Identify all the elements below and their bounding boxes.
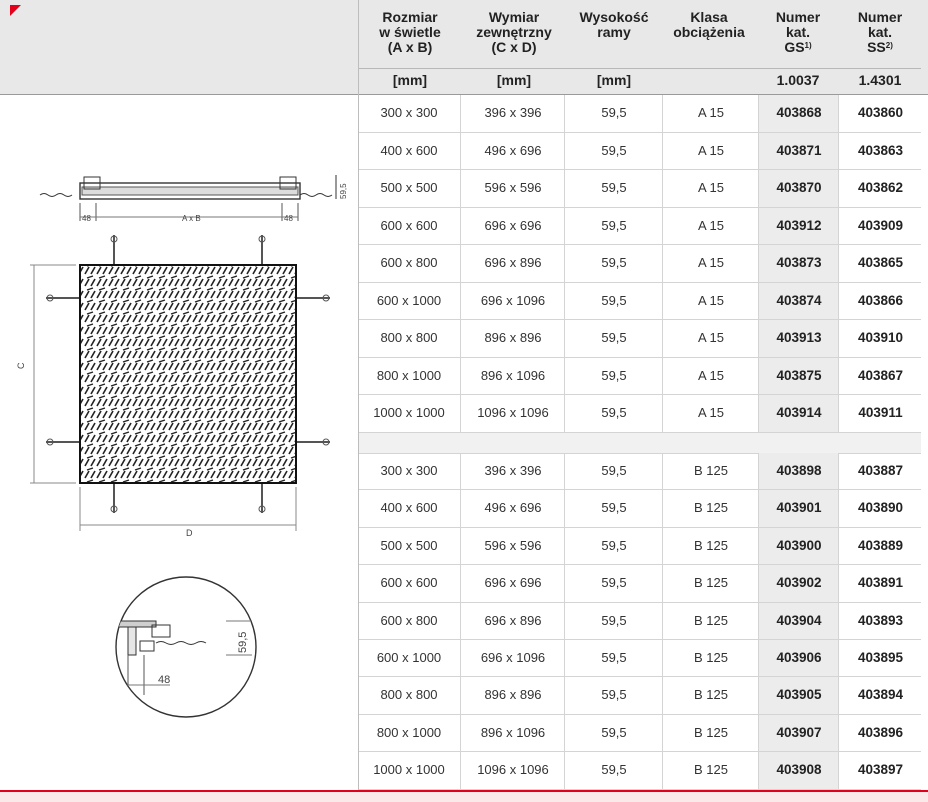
cell-frame-height: 59,5 [564,395,663,432]
table-row [358,283,921,321]
header-gs-number [758,10,838,55]
header-load-line2: obciążenia [673,24,745,40]
header-gs-footnote: 1) [804,41,812,50]
cell-outer: 1096 x 1096 [460,395,565,432]
header-size [360,10,460,55]
header-size-line2: w świetle [379,24,441,40]
cell-size: 600 x 600 [380,575,438,591]
cell-ss-number: 403894 [838,677,922,713]
cell-ss-number: 403911 [838,395,922,432]
cell-gs-number: 403900 [758,528,839,564]
cell-ss-number: 403867 [838,358,922,395]
cell-frame-height: 59,5 [564,320,663,357]
header-gs-line3 [758,40,838,55]
cell-outer: 896 x 1096 [460,715,565,751]
cell-gs-number: 403904 [758,603,839,639]
header-size-line1: Rozmiar [382,9,438,25]
cell-ss-number: 403865 [838,245,922,282]
header-ss-line2: kat. [867,24,893,40]
cell-frame-height: 59,5 [564,528,663,564]
cell-gs-number: 403868 [758,95,839,132]
cell-frame-height: 59,5 [564,603,663,639]
drawing-svg [0,95,358,790]
cell-gs-number: 403912 [758,208,839,245]
header-gs-label: GS [784,39,805,55]
cell-load-class: A 15 [662,170,759,207]
cell-gs-number: 403898 [758,453,839,489]
cell-frame-height: 59,5 [564,640,663,676]
table-row [358,565,921,602]
detail-dim-side: 48 [158,674,171,686]
cell-gs-number: 403906 [758,640,839,676]
cell-gs-number: 403875 [758,358,839,395]
cell-frame-height: 59,5 [564,752,663,788]
cell-frame-height: 59,5 [564,565,663,601]
cell-load-class: A 15 [662,395,759,432]
header-outer [462,10,566,55]
cell-outer: 696 x 1096 [460,283,565,320]
cell-gs-number: 403870 [758,170,839,207]
cell-ss-number: 403889 [838,528,922,564]
cell-outer: 396 x 396 [460,95,565,132]
cell-size: 800 x 1000 [376,724,442,740]
cell-gs-number: 403871 [758,133,839,170]
cell-ss-number: 403897 [838,752,922,788]
dim-ab: A x B [182,214,201,223]
cell-load-class: B 125 [662,715,759,751]
table-row [358,715,921,752]
cell-load-class: A 15 [662,133,759,170]
dim-height: 59,5 [339,183,348,199]
top-view [30,235,330,531]
table-row [358,358,921,396]
header-ss-line1: Numer [857,9,903,25]
cell-outer: 396 x 396 [460,453,565,489]
table-row [358,752,921,789]
header-ss-number [838,10,922,55]
cell-outer: 896 x 896 [460,677,565,713]
cell-outer: 696 x 896 [460,603,565,639]
cell-gs-number: 403913 [758,320,839,357]
table-row [358,245,921,283]
header-load-class [662,10,756,40]
table-row [358,528,921,565]
cell-size: 500 x 500 [380,537,438,553]
cell-outer: 896 x 1096 [460,358,565,395]
table-row [358,603,921,640]
cell-size: 500 x 500 [380,180,438,195]
header-frame-line2: ramy [597,24,631,40]
cell-load-class: B 125 [662,677,759,713]
table-row [358,640,921,677]
cell-ss-number: 403860 [838,95,922,132]
cell-load-class: A 15 [662,283,759,320]
corner-marker [10,5,21,16]
cell-outer: 896 x 896 [460,320,565,357]
table-row [358,133,921,171]
header-frame-line1: Wysokość [579,9,649,25]
cell-size: 800 x 1000 [376,367,442,383]
cell-gs-number: 403905 [758,677,839,713]
detail-dim-height: 59,5 [237,631,249,653]
cell-ss-number: 403909 [838,208,922,245]
cell-load-class: A 15 [662,95,759,132]
cell-frame-height: 59,5 [564,358,663,395]
cell-ss-number: 403891 [838,565,922,601]
cell-gs-number: 403902 [758,565,839,601]
cell-load-class: A 15 [662,320,759,357]
cell-size: 1000 x 1000 [373,405,445,420]
cell-frame-height: 59,5 [564,453,663,489]
cell-frame-height: 59,5 [564,95,663,132]
cell-outer: 696 x 896 [460,245,565,282]
cell-ss-number: 403895 [838,640,922,676]
cell-size: 600 x 1000 [376,292,442,308]
detail-view [110,577,256,717]
cell-load-class: B 125 [662,752,759,788]
table-row [358,490,921,527]
cell-gs-number: 403908 [758,752,839,788]
cell-size: 800 x 800 [380,330,438,345]
cell-size: 300 x 300 [380,105,438,120]
header-frame-height [566,10,662,40]
header-load-line1: Klasa [690,9,728,25]
cell-ss-number: 403896 [838,715,922,751]
cell-load-class: B 125 [662,490,759,526]
cell-size: 600 x 800 [380,255,438,270]
unit-gs: 1.0037 [776,72,820,88]
cell-outer: 1096 x 1096 [460,752,565,788]
cell-size: 600 x 800 [380,612,438,628]
cell-load-class: B 125 [662,603,759,639]
table-row [358,395,921,433]
header-gs-line1: Numer [775,9,821,25]
header-unit-divider [358,68,921,69]
table-group-separator [358,433,921,454]
cell-ss-number: 403893 [838,603,922,639]
cell-load-class: B 125 [662,528,759,564]
cell-ss-number: 403910 [838,320,922,357]
cell-outer: 496 x 696 [460,133,565,170]
unit-ss: 1.4301 [858,72,902,88]
cell-size: 300 x 300 [380,463,438,478]
cell-outer: 696 x 1096 [460,640,565,676]
cell-ss-number: 403890 [838,490,922,526]
header-gs-line2: kat. [785,24,811,40]
cell-outer: 596 x 596 [460,528,565,564]
cell-gs-number: 403907 [758,715,839,751]
cell-frame-height: 59,5 [564,283,663,320]
unit-frame: [mm] [596,72,632,88]
table-row [358,320,921,358]
header-outer-line3: (C x D) [491,39,537,55]
cell-size: 600 x 1000 [376,650,442,665]
cell-gs-number: 403914 [758,395,839,432]
cell-load-class: A 15 [662,208,759,245]
table-row [358,208,921,246]
cell-ss-number: 403866 [838,283,922,320]
technical-drawing [0,95,358,790]
table-row [358,677,921,714]
cell-frame-height: 59,5 [564,208,663,245]
cell-ss-number: 403887 [838,453,922,489]
cell-load-class: B 125 [662,453,759,489]
table-row [358,170,921,208]
cell-frame-height: 59,5 [564,677,663,713]
cell-size: 400 x 600 [380,500,438,516]
cell-outer: 696 x 696 [460,208,565,245]
table-left-border [358,0,359,790]
dim-d: D [186,528,193,538]
cell-frame-height: 59,5 [564,170,663,207]
header-ss-footnote: 2) [885,41,893,50]
cell-load-class: A 15 [662,245,759,282]
dim-side-left: 48 [82,214,91,223]
cell-frame-height: 59,5 [564,133,663,170]
cell-gs-number: 403873 [758,245,839,282]
cell-size: 400 x 600 [380,142,438,158]
cell-ss-number: 403863 [838,133,922,170]
cell-load-class: B 125 [662,565,759,601]
cell-size: 800 x 800 [380,687,438,703]
cell-size: 600 x 600 [380,217,438,233]
cell-load-class: A 15 [662,358,759,395]
unit-size: [mm] [392,72,428,88]
header-outer-line1: Wymiar [488,9,540,25]
table-row [358,95,921,133]
cell-outer: 696 x 696 [460,565,565,601]
header-size-line3: (A x B) [387,39,433,55]
cell-ss-number: 403862 [838,170,922,207]
dim-c: C [16,362,26,369]
table-row [358,453,921,490]
header-ss-line3 [838,40,922,55]
cell-size: 1000 x 1000 [373,762,445,778]
footer-accent-bar [0,790,928,802]
cell-outer: 596 x 596 [460,170,565,207]
cell-gs-number: 403874 [758,283,839,320]
cell-frame-height: 59,5 [564,715,663,751]
cell-gs-number: 403901 [758,490,839,526]
dim-side-right: 48 [284,214,293,223]
cell-frame-height: 59,5 [564,245,663,282]
header-outer-line2: zewnętrzny [476,24,552,40]
cell-frame-height: 59,5 [564,490,663,526]
cell-outer: 496 x 696 [460,490,565,526]
cell-load-class: B 125 [662,640,759,676]
header-ss-label: SS [867,39,886,55]
unit-outer: [mm] [496,72,532,88]
